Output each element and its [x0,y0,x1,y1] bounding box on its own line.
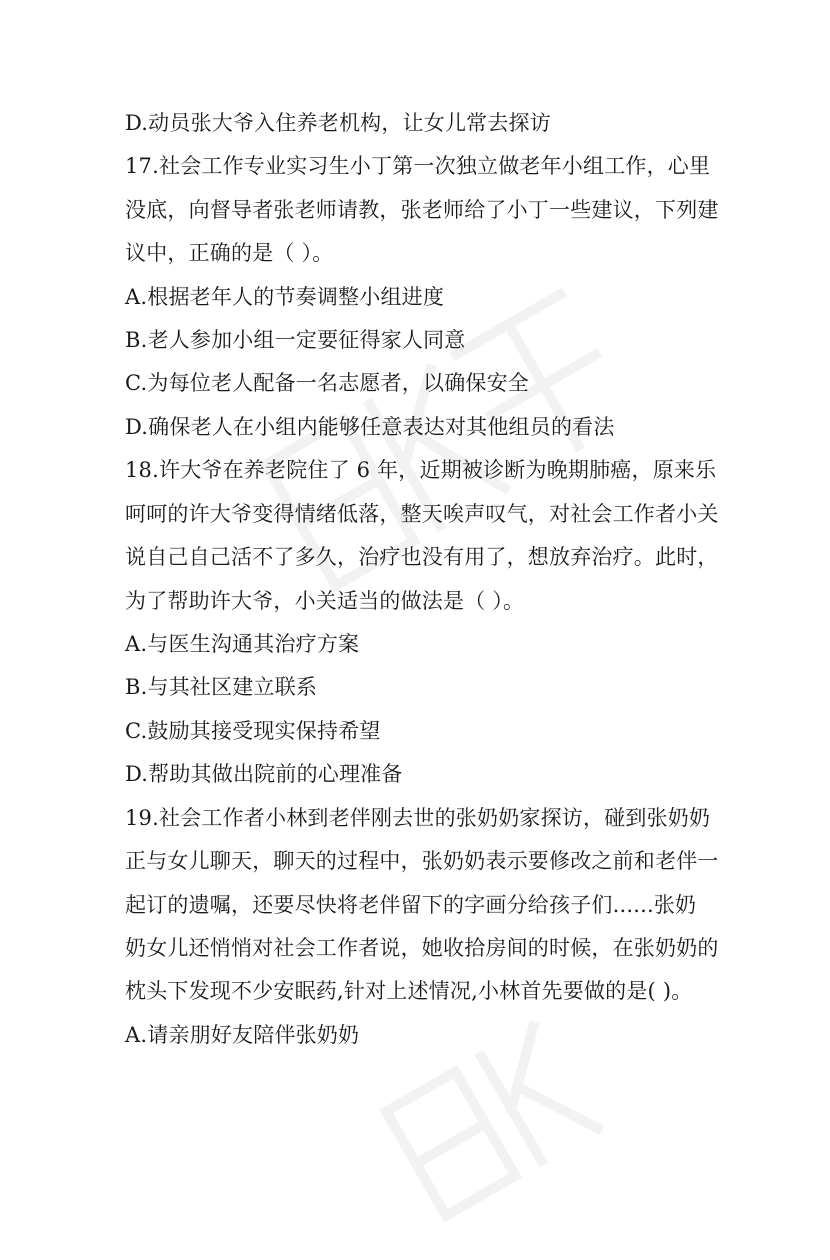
question-18-line-2: 呵呵的许大爷变得情绪低落，整天唉声叹气，对社会工作者小关 [125,502,719,526]
option-a-q18: A.与医生沟通其治疗方案 [125,632,360,656]
question-17-line-3: 议中，正确的是（ ）。 [125,241,334,265]
option-c-q18: C.鼓励其接受现实保持希望 [125,719,381,743]
question-17-line-2: 没底，向督导者张老师请教，张老师给了小丁一些建议，下列建 [125,198,719,222]
question-19-line-2: 正与女儿聊天，聊天的过程中，张奶奶表示要修改之前和老伴一 [125,849,719,873]
question-19-line-3: 起订的遗嘱，还要尽快将老伴留下的字画分给孩子们......张奶 [125,893,697,917]
question-18-line-1: 18.许大爷在养老院住了 6 年，近期被诊断为晚期肺癌，原来乐 [125,458,717,482]
question-18-line-4: 为了帮助许大爷，小关适当的做法是（ ）。 [125,589,525,613]
question-19-line-5: 枕头下发现不少安眠药,针对上述情况,小林首先要做的是( )。 [125,979,693,1003]
question-17-line-1: 17.社会工作专业实习生小丁第一次独立做老年小组工作，心里 [125,154,711,178]
option-b-q17: B.老人参加小组一定要征得家人同意 [125,328,466,352]
option-d-q17: D.确保老人在小组内能够任意表达对其他组员的看法 [125,415,615,439]
question-19-line-4: 奶女儿还悄悄对社会工作者说，她收拾房间的时候，在张奶奶的 [125,936,719,960]
question-18-line-3: 说自己自己活不了多久，治疗也没有用了，想放弃治疗。此时， [125,545,719,569]
option-a-q17: A.根据老年人的节奏调整小组进度 [125,285,445,309]
option-b-q18: B.与其社区建立联系 [125,675,318,699]
option-a-q19: A.请亲朋好友陪伴张奶奶 [125,1023,360,1047]
option-c-q17: C.为每位老人配备一名志愿者，以确保安全 [125,371,529,395]
option-d-q18: D.帮助其做出院前的心理准备 [125,762,403,786]
question-19-line-1: 19.社会工作者小林到老伴刚去世的张奶奶家探访，碰到张奶奶 [125,806,711,830]
option-d-q16: D.动员张大爷入住养老机构，让女儿常去探访 [125,111,551,135]
